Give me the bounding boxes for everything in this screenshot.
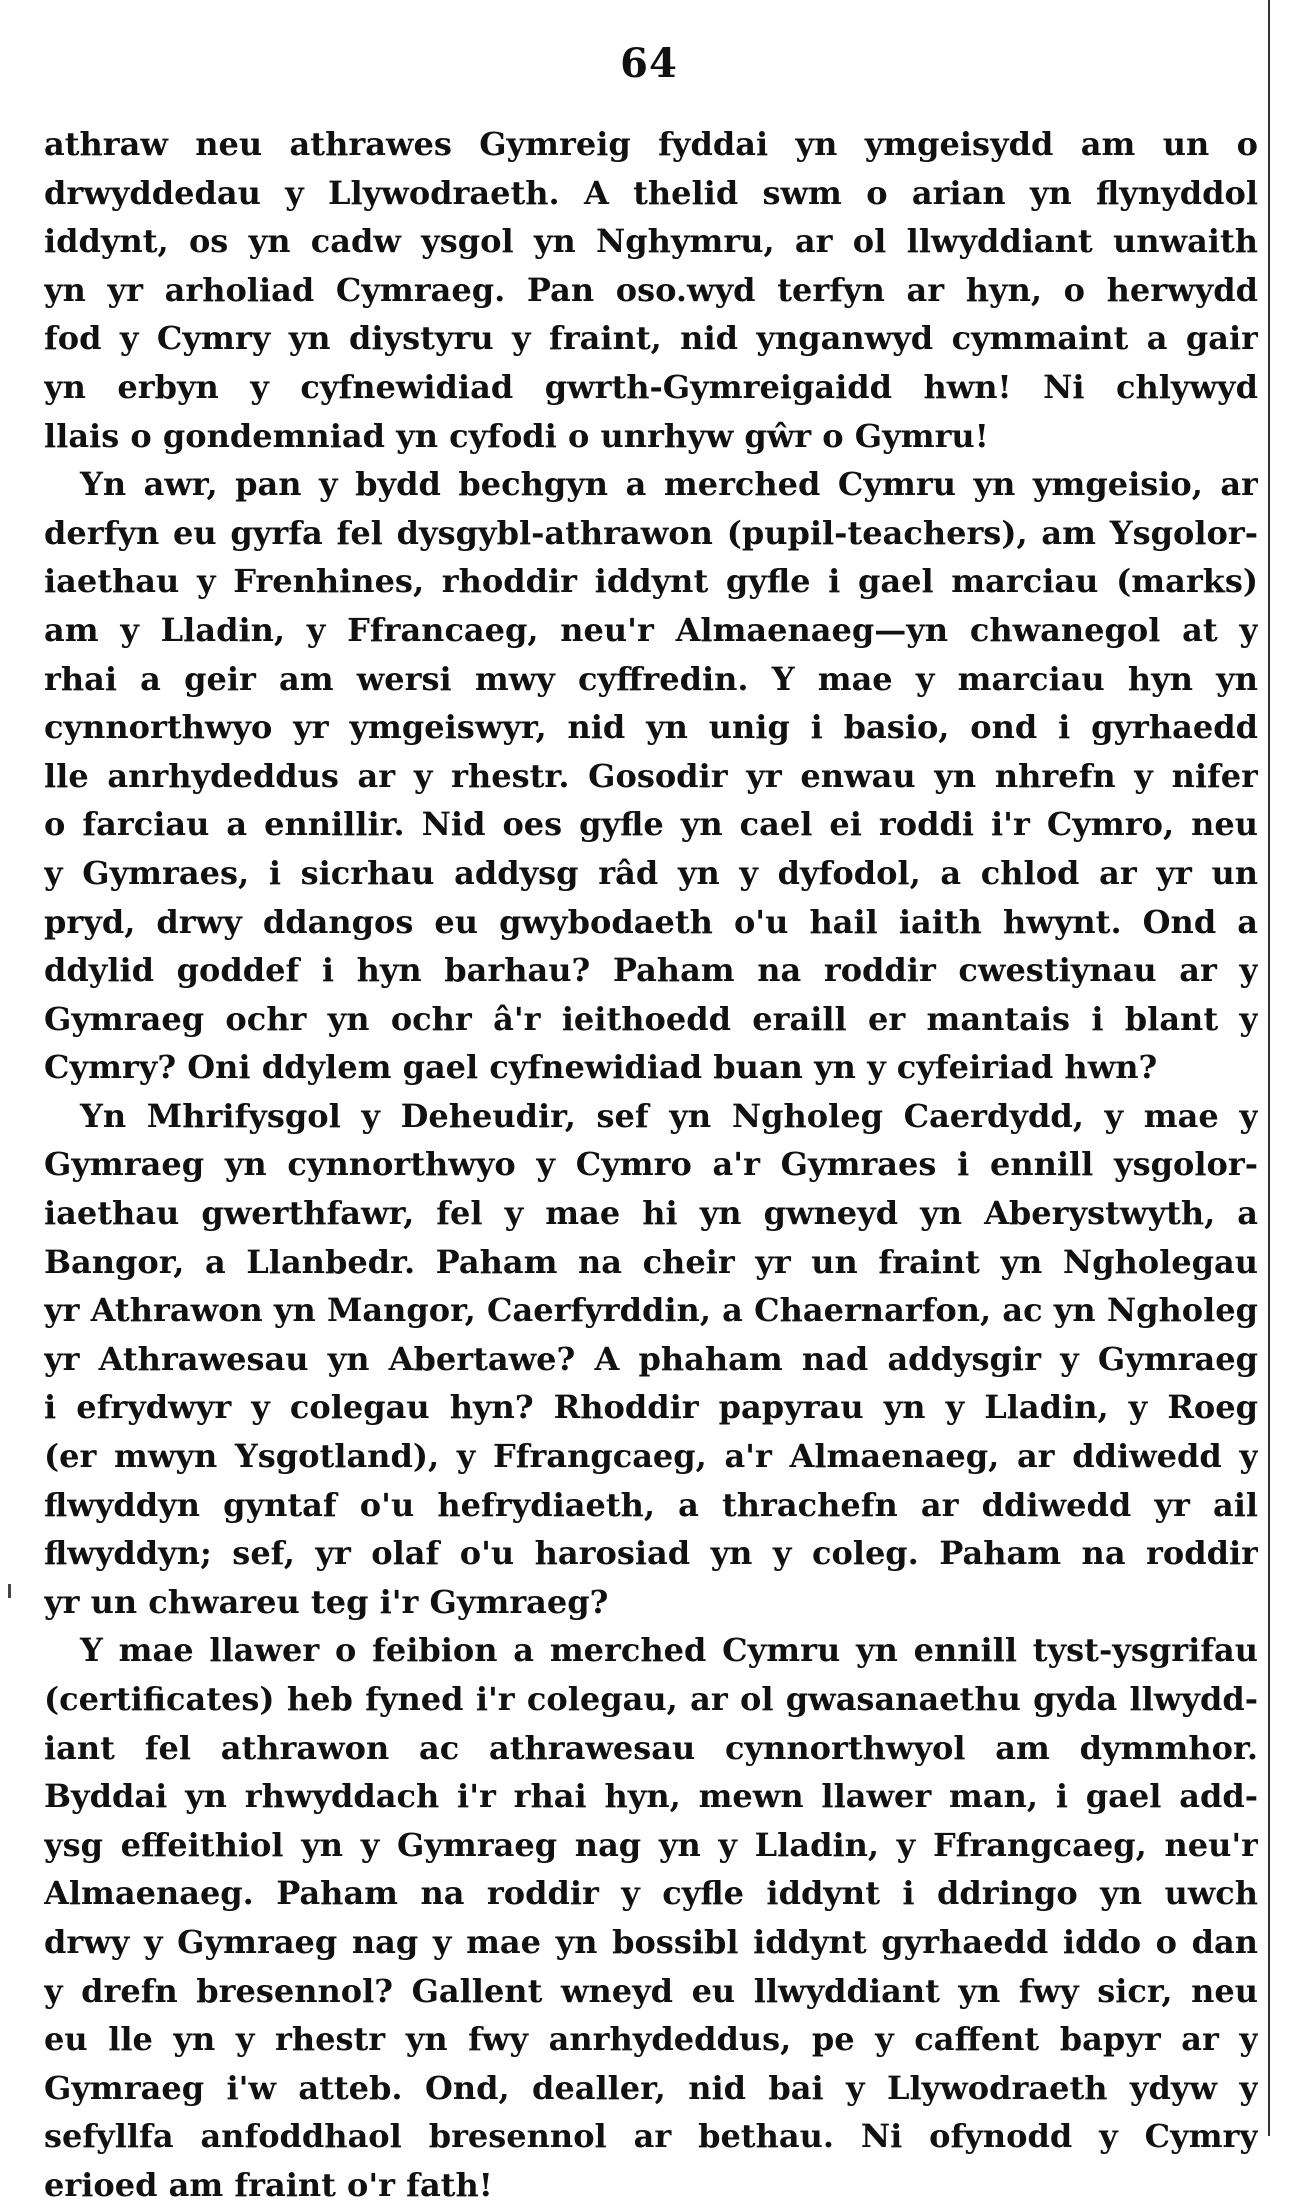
text-line: athraw neu athrawes Gymreig fyddai yn ymgeisydd am un o xyxy=(44,125,1258,163)
text-line: Byddai yn rhwyddach i'r rhai hyn, mewn llawer man, i gael add- xyxy=(44,1777,1258,1816)
text-line: o farciau a ennillir. Nid oes gyfle yn cael ei roddi i'r Cymro, neu xyxy=(44,805,1258,844)
text-line: (er mwyn Ysgotland), y Ffrangcaeg, a'r Almaenaeg, ar ddiwedd y xyxy=(44,1437,1258,1476)
text-line: rhai a geir am wersi mwy cyffredin. Y mae y marciau hyn yn xyxy=(44,659,1258,698)
text-line: derfyn eu gyrfa fel dysgybl-athrawon (pupil-teachers), am Ysgolor- xyxy=(44,513,1258,552)
text-line: llais o gondemniad yn cyfodi o unrhyw gŵr o Gymru! xyxy=(44,416,989,455)
text-line: yr Athrawesau yn Abertawe? A phaham nad addysgir y Gymraeg xyxy=(44,1339,1258,1378)
text-line: erioed am fraint o'r fath! xyxy=(44,2165,493,2204)
page-edge-rule xyxy=(1268,0,1270,2136)
text-line: Yn Mhrifysgol y Deheudir, sef yn Ngholeg Caerdydd, y mae y xyxy=(80,1096,1258,1135)
text-line: flwyddyn gyntaf o'u hefrydiaeth, a thrachefn ar ddiwedd yr ail xyxy=(44,1485,1258,1524)
text-line: fod y Cymry yn diystyru y fraint, nid ynganwyd cymmaint a gair xyxy=(44,319,1258,358)
body-text xyxy=(44,120,1258,2210)
text-line: iaethau gwerthfawr, fel y mae hi yn gwneyd yn Aberystwyth, a xyxy=(44,1194,1258,1233)
text-line: iaethau y Frenhines, rhoddir iddynt gyfle i gael marciau (marks) xyxy=(44,562,1258,601)
text-line: y Gymraes, i sicrhau addysg râd yn y dyfodol, a chlod ar yr un xyxy=(44,853,1258,892)
text-line: y drefn bresennol? Gallent wneyd eu llwyddiant yn fwy sicr, neu xyxy=(44,1971,1258,2010)
text-line: yr Athrawon yn Mangor, Caerfyrddin, a Chaernarfon, ac yn Ngholeg xyxy=(44,1291,1258,1330)
text-line: drwy y Gymraeg nag y mae yn bossibl iddynt gyrhaedd iddo o dan xyxy=(44,1922,1258,1961)
text-line: (certificates) heb fyned i'r colegau, ar ol gwasanaethu gyda llwydd- xyxy=(44,1680,1258,1718)
margin-mark xyxy=(8,1584,11,1598)
text-line: flwyddyn; sef, yr olaf o'u harosiad yn y coleg. Paham na roddir xyxy=(44,1534,1258,1573)
text-line: yn yr arholiad Cymraeg. Pan oso.wyd terfyn ar hyn, o herwydd xyxy=(44,270,1258,309)
text-line: lle anrhydeddus ar y rhestr. Gosodir yr enwau yn nhrefn y nifer xyxy=(44,756,1258,795)
text-line: drwyddedau y Llywodraeth. A thelid swm o arian yn flynyddol xyxy=(44,173,1258,212)
page-number: 64 xyxy=(620,40,678,87)
text-line: yn erbyn y cyfnewidiad gwrth-Gymreigaidd hwn! Ni chlywyd xyxy=(44,367,1258,406)
text-line: iddynt, os yn cadw ysgol yn Nghymru, ar ol llwyddiant unwaith xyxy=(44,222,1258,261)
text-line: pryd, drwy ddangos eu gwybodaeth o'u hail iaith hwynt. Ond a xyxy=(44,902,1258,941)
text-line: am y Lladin, y Ffrancaeg, neu'r Almaenaeg—yn chwanegol at y xyxy=(44,610,1258,649)
text-line: Y mae llawer o feibion a merched Cymru yn ennill tyst-ysgrifau xyxy=(80,1631,1258,1670)
text-line: i efrydwyr y colegau hyn? Rhoddir papyrau yn y Lladin, y Roeg xyxy=(44,1388,1258,1427)
text-line: Cymry? Oni ddylem gael cyfnewidiad buan yn y cyfeiriad hwn? xyxy=(44,1048,1158,1087)
text-line: iant fel athrawon ac athrawesau cynnorthwyol am dymmhor. xyxy=(44,1728,1258,1767)
text-line: Bangor, a Llanbedr. Paham na cheir yr un fraint yn Ngholegau xyxy=(44,1242,1258,1281)
text-line: eu lle yn y rhestr yn fwy anrhydeddus, pe y caffent bapyr ar y xyxy=(44,2020,1258,2059)
text-line: ysg effeithiol yn y Gymraeg nag yn y Lladin, y Ffrangcaeg, neu'r xyxy=(44,1825,1258,1864)
text-line: Yn awr, pan y bydd bechgyn a merched Cymru yn ymgeisio, ar xyxy=(80,465,1258,504)
text-line: cynnorthwyo yr ymgeiswyr, nid yn unig i basio, ond i gyrhaedd xyxy=(44,708,1258,747)
text-line: yr un chwareu teg i'r Gymraeg? xyxy=(44,1582,609,1621)
text-line: Gymraeg ochr yn ochr â'r ieithoedd eraill er mantais i blant y xyxy=(44,999,1258,1038)
text-line: Almaenaeg. Paham na roddir y cyfle iddynt i ddringo yn uwch xyxy=(44,1874,1258,1913)
text-line: sefyllfa anfoddhaol bresennol ar bethau. Ni ofynodd y Cymry xyxy=(44,2117,1258,2156)
text-line: Gymraeg yn cynnorthwyo y Cymro a'r Gymraes i ennill ysgolor- xyxy=(44,1145,1258,1184)
text-line: ddylid goddef i hyn barhau? Paham na roddir cwestiynau ar y xyxy=(44,951,1258,990)
text-line: Gymraeg i'w atteb. Ond, dealler, nid bai y Llywodraeth ydyw y xyxy=(44,2068,1258,2107)
